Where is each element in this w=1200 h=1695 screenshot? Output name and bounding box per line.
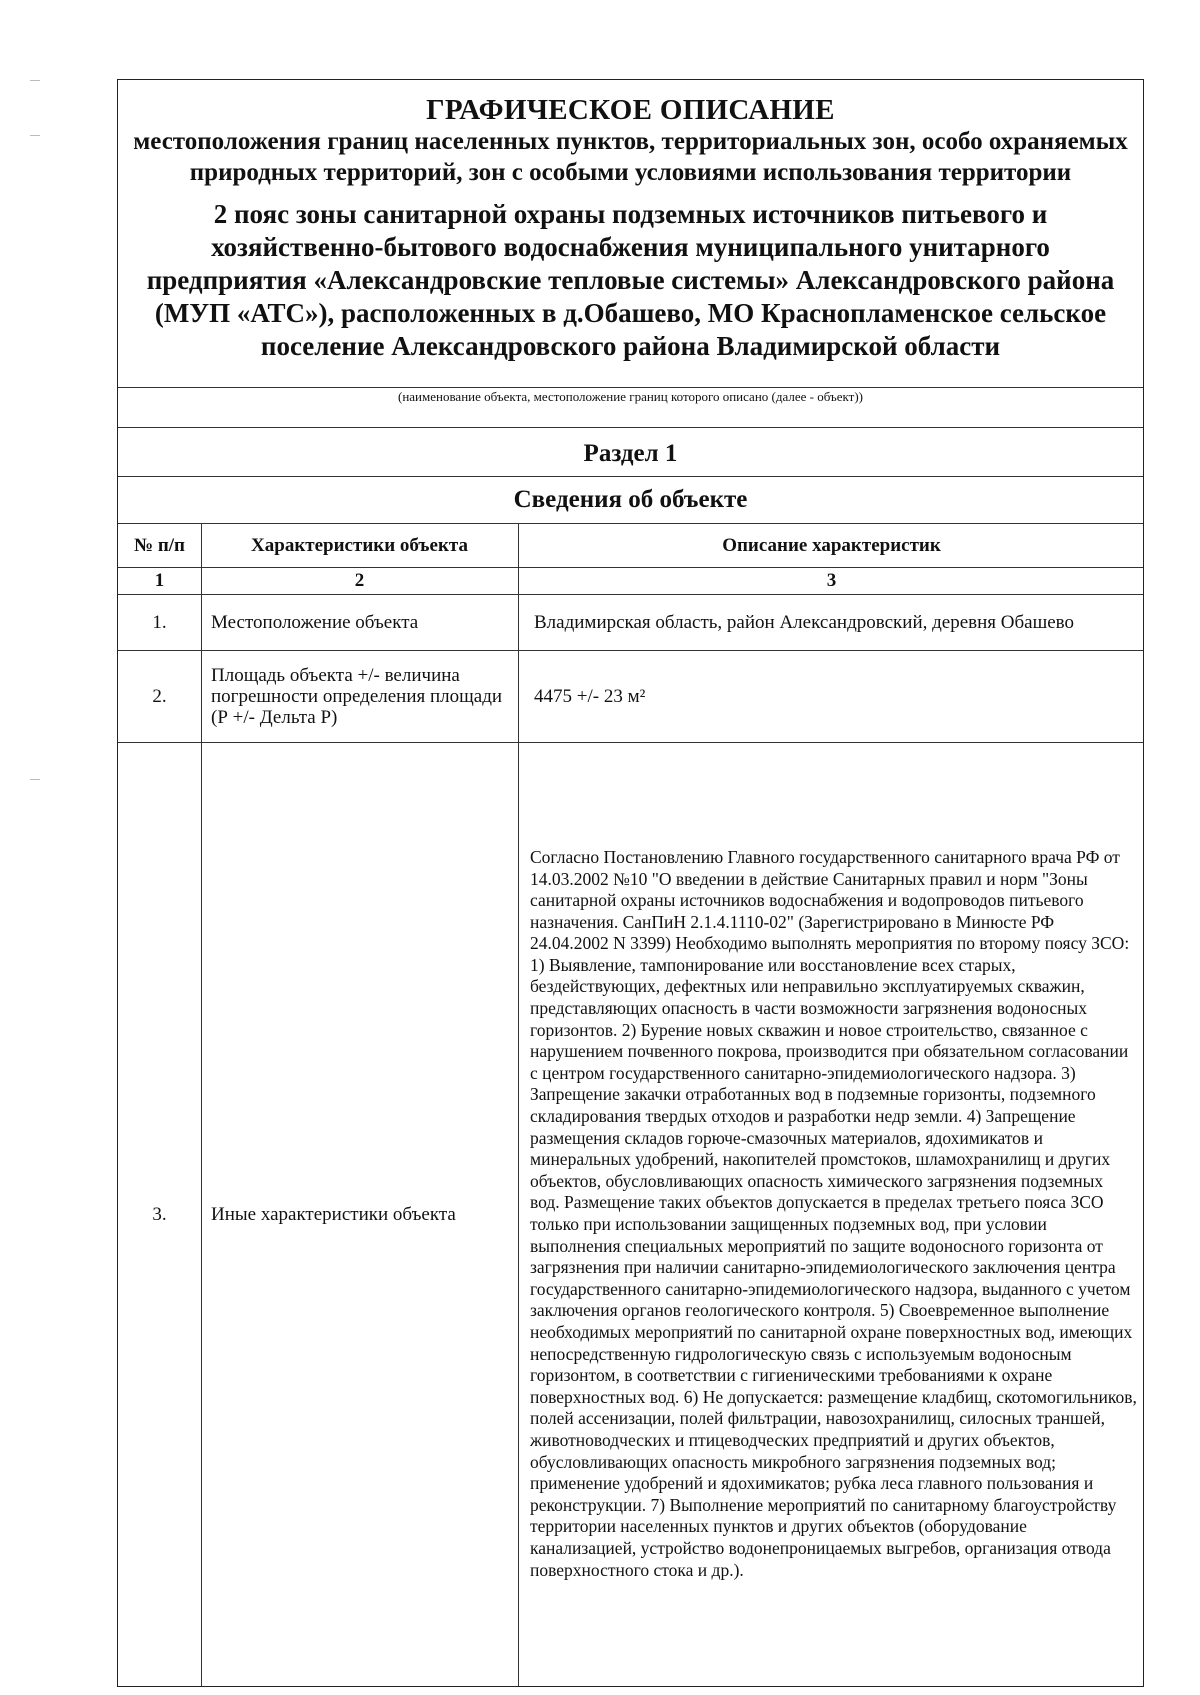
column-number-2: 2 [354, 570, 365, 591]
header-cell-description: Описание характеристик [722, 534, 941, 556]
row-1-value: Владимирская область, район Александровский, деревня Обашево [534, 611, 1075, 633]
row-2-value: 4475 +/- 23 м² [534, 685, 646, 707]
scan-mark [30, 80, 40, 81]
divider [118, 427, 1143, 428]
column-number-3: 3 [826, 570, 837, 591]
document-frame [117, 79, 1144, 1687]
header-cell-characteristics: Характеристики объекта [251, 534, 468, 556]
column-number-1: 1 [154, 570, 165, 591]
document-header [118, 80, 1143, 363]
scan-mark [30, 135, 40, 136]
divider [118, 387, 1143, 388]
object-caption: (наименование объекта, местоположение границ которого описано (далее - объект)) [398, 389, 863, 404]
row-1-name: Местоположение объекта [211, 611, 419, 633]
document-title: ГРАФИЧЕСКОЕ ОПИСАНИЕ [426, 94, 835, 126]
section-title: Раздел 1 [583, 440, 678, 467]
row-2-name: Площадь объекта +/- величина погрешности определения площади (Р +/- Дельта Р) [211, 664, 503, 728]
row-3-number: 3. [152, 1203, 167, 1225]
row-3-name: Иные характеристики объекта [211, 1203, 456, 1225]
row-3-value: Согласно Постановлению Главного государственного санитарного врача РФ от 14.03.2002 №10 "О введении в действие Санитарных правил и норм "Зоны санитарной охраны источников водоснабжения и водопроводов питьевого назначения. СанПиН 2.1.4.1110-02" (Зарегистрировано в Минюсте РФ 24.04.2002 N 3399) Необходимо выполнять мероприятия по второму поясу ЗСО: 1) Выявление, тампонирование или восстановление всех старых, бездействующих, дефектных или неправильно эксплуатируемых скважин, представляющих опасность в части возможности загрязнения водоносных горизонтов. 2) Бурение новых скважин и новое строительство, связанное с нарушением почвенного покрова, производится при обязательном согласовании с центром государственного санитарно-эпидемиологического надзора. 3) Запрещение закачки отработанных вод в подземные горизонты, подземного складирования твердых отходов и разработки недр земли. 4) Запрещение размещения складов горюче-смазочных материалов, ядохимикатов и минеральных удобрений, накопителей промстоков, шламохранилищ и других объектов, обусловливающих опасность химического загрязнения подземных вод. Размещение таких объектов допускается в пределах третьего пояса ЗСО только при использовании защищенных подземных вод, при условии выполнения специальных мероприятий по защите водоносного горизонта от загрязнения при наличии санитарно-эпидемиологического заключения центра государственного санитарно-эпидемиологического надзора, выданного с учетом заключения органов геологического контроля. 5) Своевременное выполнение необходимых мероприятий по санитарной охране поверхностных вод, имеющих непосредственную гидрологическую связь с используемым водоносным горизонтом, в соответствии с гигиеническими требованиями к охране поверхностных вод. 6) Не допускается: размещение кладбищ, скотомогильников, полей ассенизации, полей фильтрации, навозохранилищ, силосных траншей, животноводческих и птицеводческих предприятий и других объектов, обусловливающих опасность микробного загрязнения подземных вод; применение удобрений и ядохимикатов; рубка леса главного пользования и реконструкции. 7) Выполнение мероприятий по санитарному благоустройству территории населенных пунктов и других объектов (оборудование канализацией, устройство водонепроницаемых выгребов, организация отвода поверхностного стока и др.). [530, 846, 1137, 1580]
row-2-number: 2. [152, 685, 167, 707]
section-subtitle: Сведения об объекте [513, 486, 748, 513]
header-cell-number: № п/п [133, 534, 186, 556]
row-1-number: 1. [152, 611, 167, 633]
divider [118, 476, 1143, 477]
scan-mark [30, 779, 40, 780]
object-name: 2 пояс зоны санитарной охраны подземных источников питьевого и хозяйственно-бытового водоснабжения муниципального унитарного предприятия «Александровские тепловые системы» Александровского района (МУП «АТС»), расположенных в д.Обашево, МО Краснопламенское сельское поселение Александровского района Владимирской области [146, 199, 1115, 361]
document-subtitle: местоположения границ населенных пунктов, территориальных зон, особо охраняемых природных территорий, зон с особыми условиями использования территории [133, 128, 1128, 186]
